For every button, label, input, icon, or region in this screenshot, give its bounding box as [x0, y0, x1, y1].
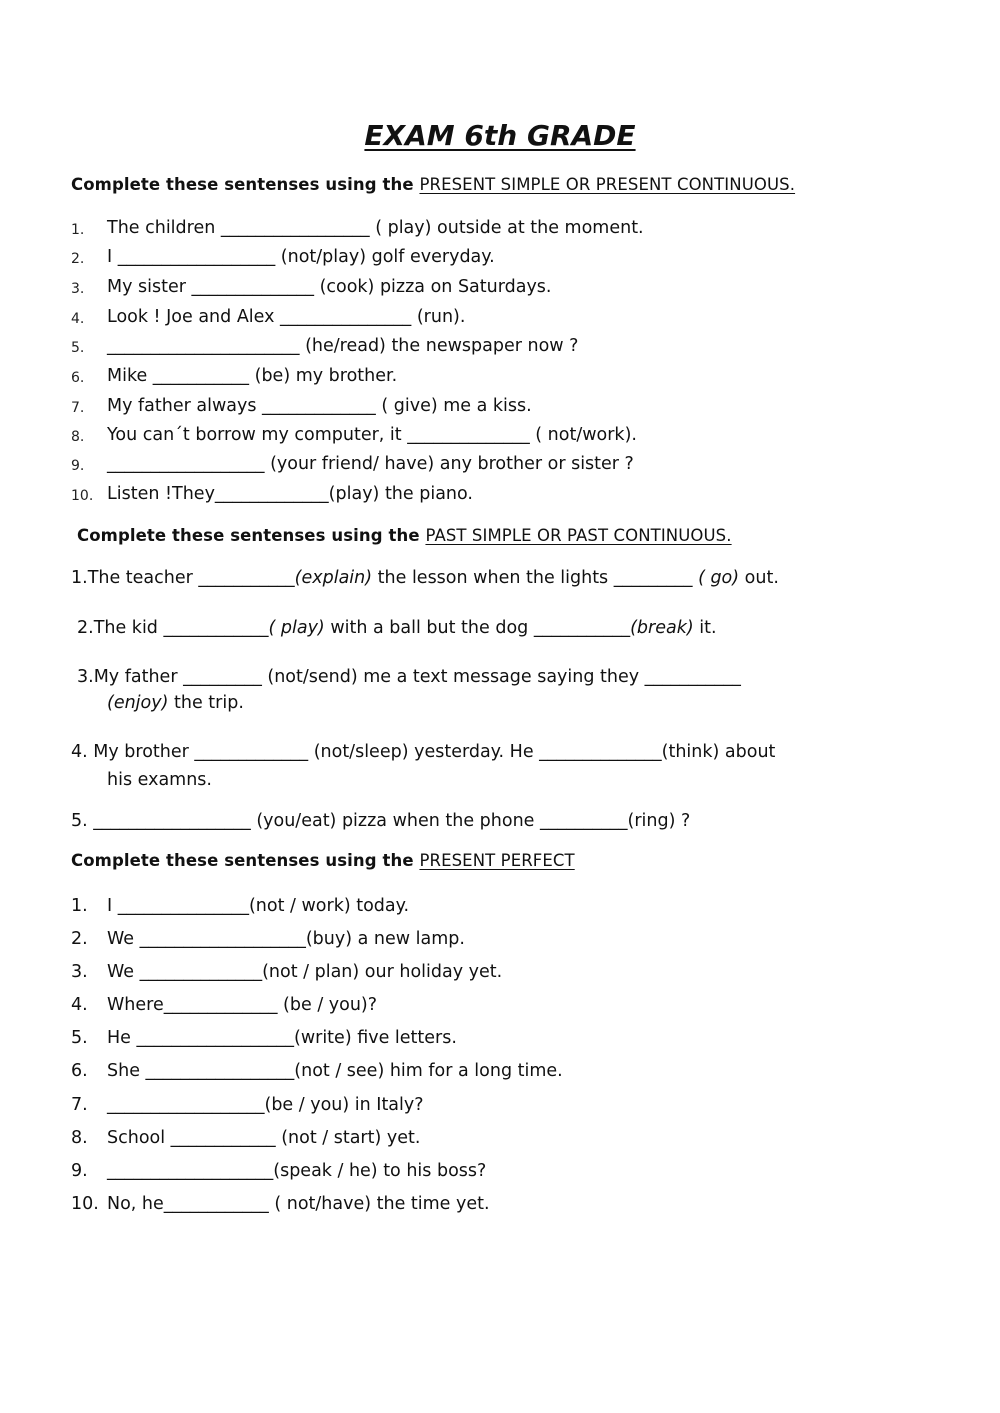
item-text: You can´t borrow my computer, it ______________ ( not/work).: [107, 425, 637, 445]
item-text: __________________(be / you) in Italy?: [107, 1095, 424, 1115]
item-number: 2.: [71, 251, 85, 267]
item-text: ___________________(speak / he) to his boss?: [107, 1161, 487, 1181]
item-verb-2: (break): [630, 618, 694, 638]
s2-item-2: [77, 616, 717, 640]
item-text: ______________________ (he/read) the newspaper now ?: [107, 336, 579, 356]
item-text: I __________________ (not/play) golf everyday.: [107, 247, 495, 267]
section-1-instruction: [71, 175, 795, 194]
section-1-instruction-prefix: Complete these sentenses using the: [71, 175, 420, 194]
item-number: 5.: [71, 1028, 88, 1048]
item-text: The children _________________ ( play) outside at the moment.: [107, 218, 644, 238]
item-text: We ______________(not / plan) our holiday yet.: [107, 962, 503, 982]
item-text-a: 5. __________________ (you/eat) pizza when the phone __________(ring) ?: [71, 811, 691, 831]
section-3-instruction-highlight: PRESENT PERFECT: [419, 851, 575, 870]
item-text: I _______________(not / work) today.: [107, 896, 410, 916]
item-number: 6.: [71, 370, 85, 386]
item-verb-1: (explain): [294, 568, 373, 588]
s2-item-4-line-2: [107, 768, 212, 792]
item-text-e: it.: [693, 618, 717, 638]
item-text: We ___________________(buy) a new lamp.: [107, 929, 465, 949]
item-number: 8.: [71, 1128, 88, 1148]
s2-item-3-line-2: [107, 691, 244, 715]
section-3-instruction-prefix: Complete these sentenses using the: [71, 851, 420, 870]
section-2-instruction: [77, 526, 732, 545]
page-title: EXAM 6th GRADE: [364, 119, 636, 152]
item-number: 6.: [71, 1061, 88, 1081]
section-3-instruction: [71, 851, 575, 870]
item-text: Mike ___________ (be) my brother.: [107, 366, 398, 386]
item-number: 10.: [71, 1194, 99, 1214]
s2-item-1: [71, 566, 779, 590]
item-number: 7.: [71, 400, 85, 416]
item-number: 3.: [71, 281, 85, 297]
item-number: 7.: [71, 1095, 88, 1115]
item-number: 9.: [71, 1161, 88, 1181]
item-text: My father always _____________ ( give) me a kiss.: [107, 396, 532, 416]
s2-item-4: [71, 740, 775, 764]
item-number: 1.: [71, 222, 85, 238]
s2-item-3: [77, 665, 741, 689]
item-verb-2: ( go): [698, 568, 740, 588]
item-text: She _________________(not / see) him for a long time.: [107, 1061, 563, 1081]
item-text-c: with a ball but the dog ___________: [324, 618, 631, 638]
section-1-instruction-highlight: PRESENT SIMPLE OR PRESENT CONTINUOUS.: [419, 175, 796, 194]
s2-item-5: [71, 809, 690, 833]
item-text: his examns.: [107, 770, 212, 790]
section-2-instruction-highlight: PAST SIMPLE OR PAST CONTINUOUS.: [425, 526, 732, 545]
item-text: No, he____________ ( not/have) the time yet.: [107, 1194, 490, 1214]
section-2-instruction-prefix: Complete these sentenses using the: [77, 526, 426, 545]
item-verb-1: ( play): [268, 618, 325, 638]
item-text: Listen !They_____________(play) the piano.: [107, 484, 473, 504]
item-text: Look ! Joe and Alex _______________ (run).: [107, 307, 466, 327]
item-text-c: the lesson when the lights _________: [372, 568, 699, 588]
item-text: the trip.: [168, 693, 244, 713]
item-text: My sister ______________ (cook) pizza on Saturdays.: [107, 277, 552, 297]
item-verb: (enjoy): [107, 693, 169, 713]
item-text-a: 1.The teacher ___________: [71, 568, 295, 588]
item-number: 3.: [71, 962, 88, 982]
item-number: 5.: [71, 340, 85, 356]
item-text: School ____________ (not / start) yet.: [107, 1128, 421, 1148]
item-text: Where_____________ (be / you)?: [107, 995, 378, 1015]
item-number: 1.: [71, 896, 88, 916]
item-number: 10.: [71, 488, 94, 504]
item-text: He __________________(write) five letters.: [107, 1028, 457, 1048]
item-text-e: out.: [739, 568, 779, 588]
item-number: 4.: [71, 995, 88, 1015]
item-number: 4.: [71, 311, 85, 327]
item-text-a: 2.The kid ____________: [77, 618, 269, 638]
item-text-a: 3.My father _________ (not/send) me a text message saying they ___________: [77, 667, 741, 687]
item-number: 2.: [71, 929, 88, 949]
item-text-a: 4. My brother _____________ (not/sleep) yesterday. He ______________(think) about: [71, 742, 776, 762]
item-number: 8.: [71, 429, 85, 445]
item-number: 9.: [71, 458, 85, 474]
item-text: __________________ (your friend/ have) any brother or sister ?: [107, 454, 634, 474]
